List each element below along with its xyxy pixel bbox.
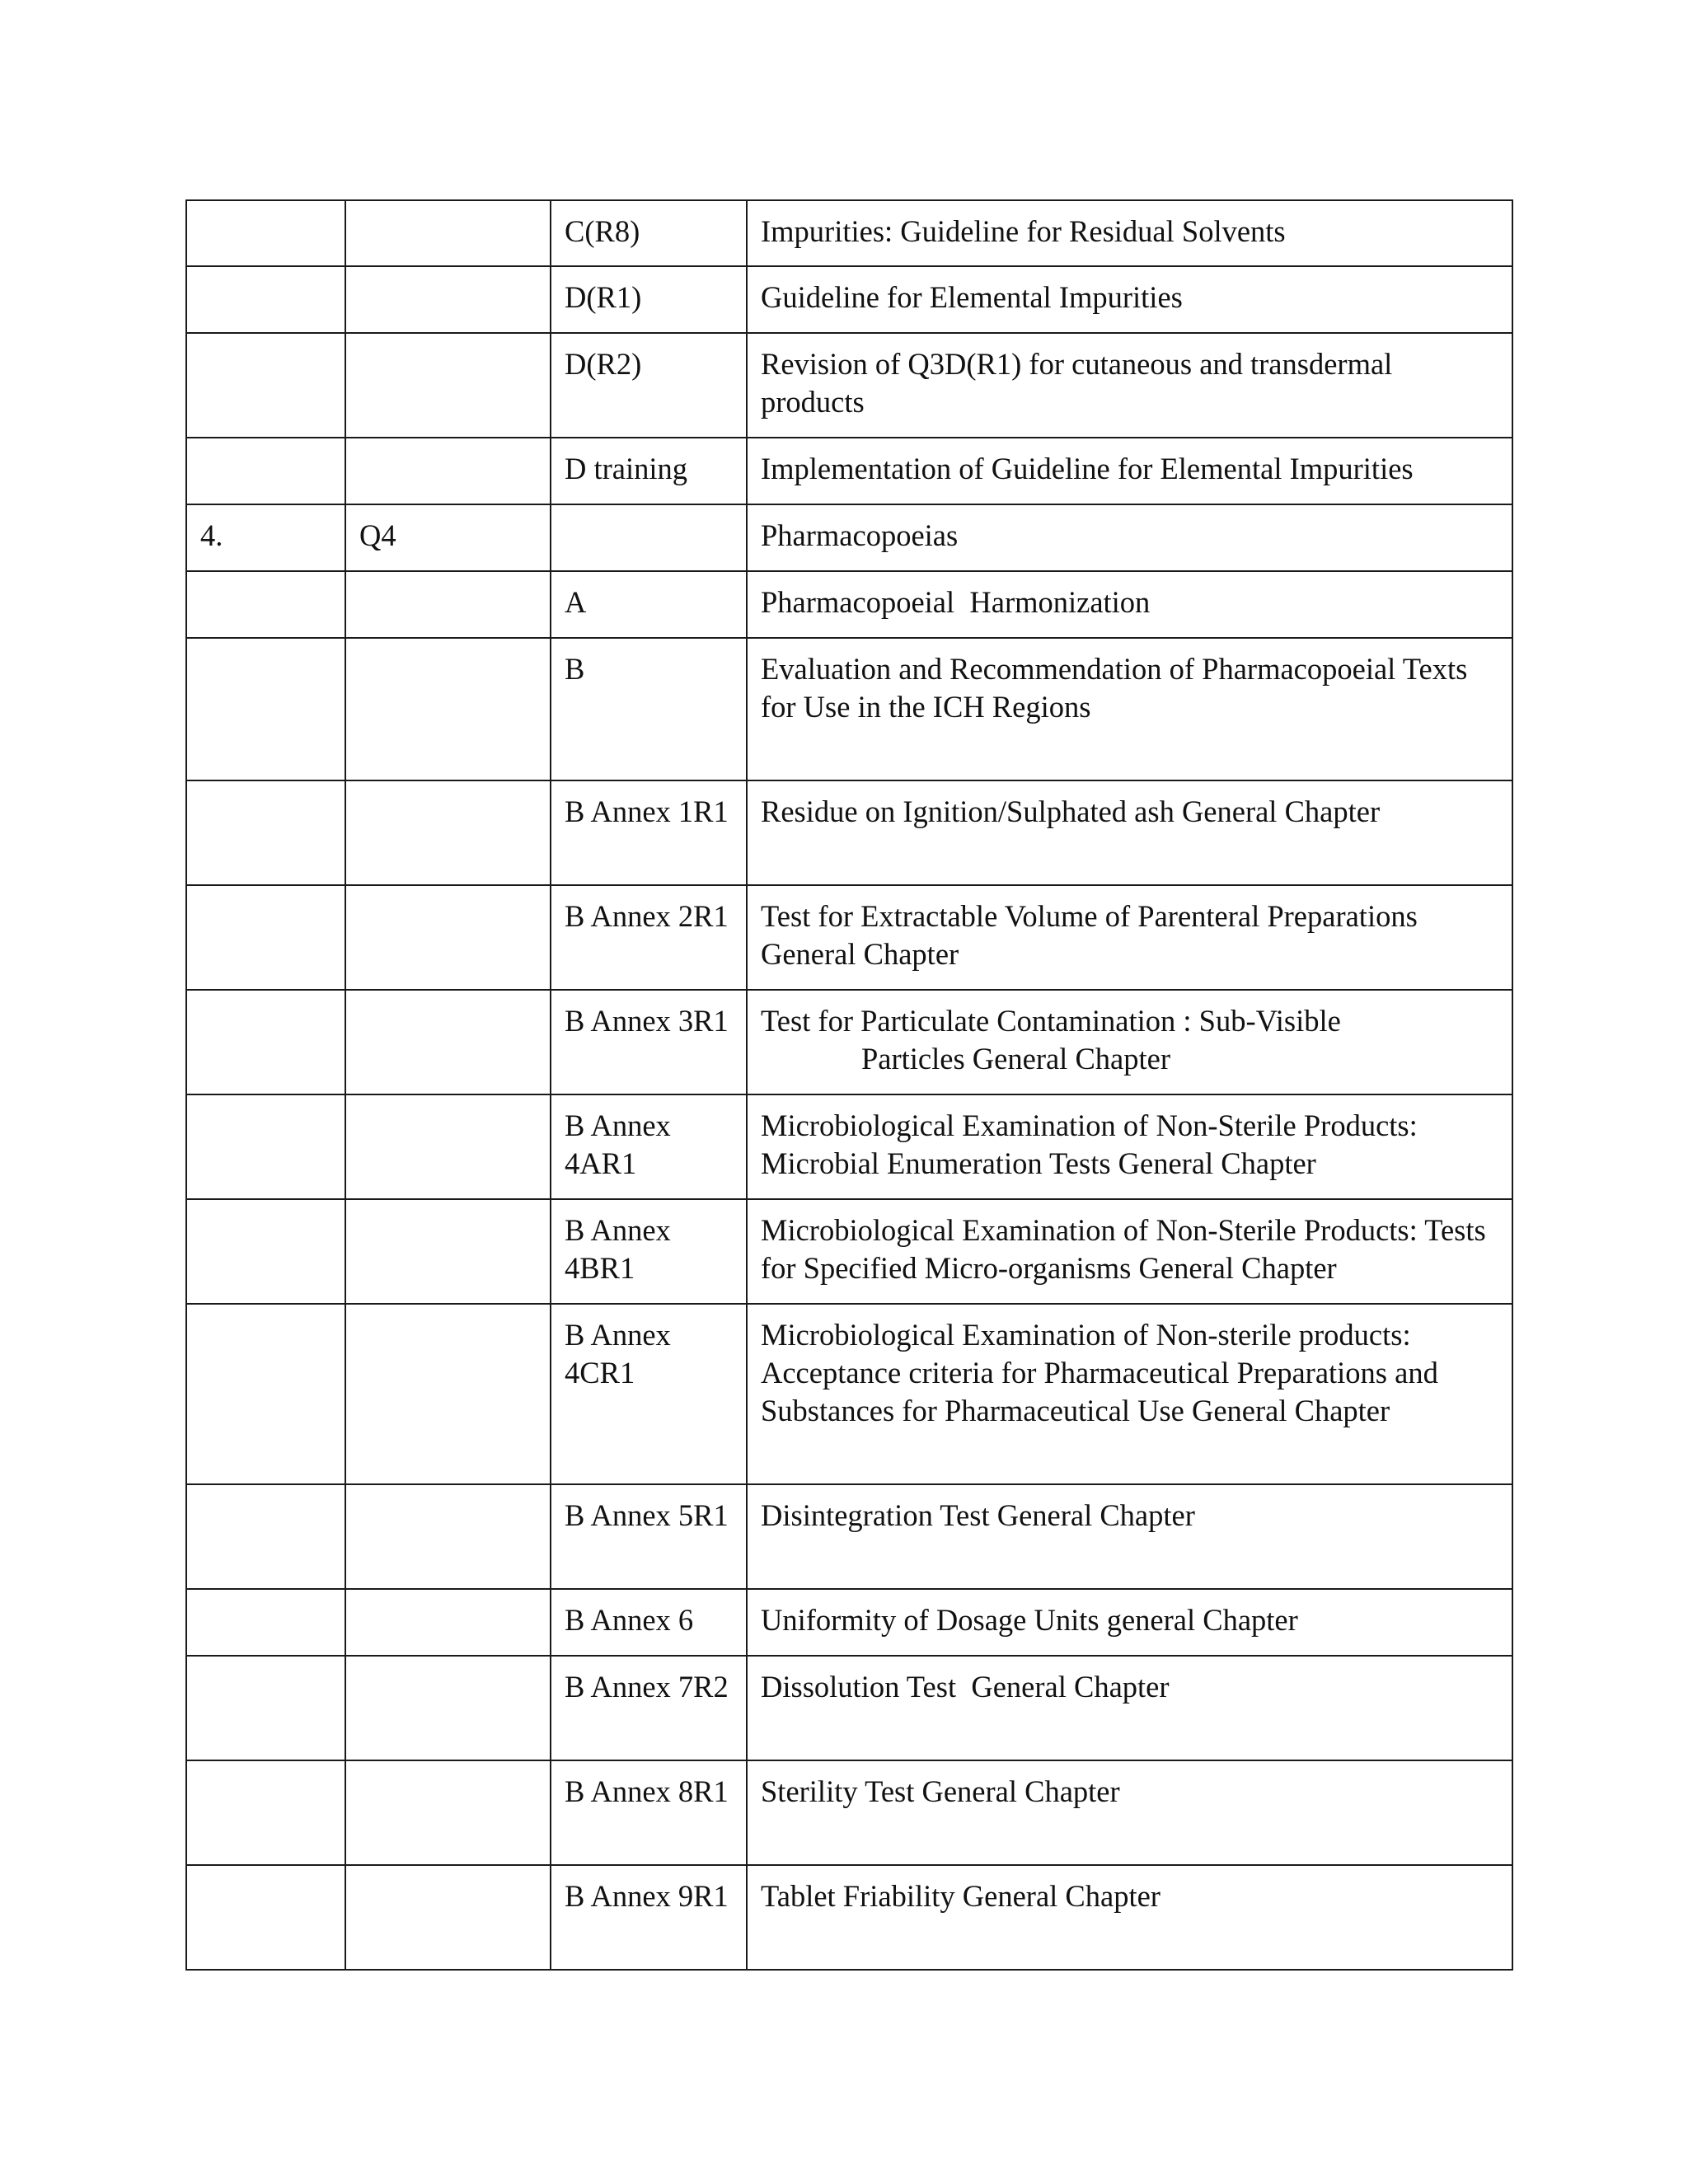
row-number-cell xyxy=(186,266,345,333)
row-number-cell xyxy=(186,571,345,638)
topic-code-cell xyxy=(345,1656,551,1760)
row-number-cell xyxy=(186,1656,345,1760)
table-row xyxy=(186,571,1512,638)
row-number-cell xyxy=(186,638,345,780)
table-row xyxy=(186,1760,1512,1865)
topic-code-cell xyxy=(345,333,551,438)
guideline-title-cell: Pharmacopoeias xyxy=(747,504,1512,571)
guideline-title-cell: Pharmacopoeial Harmonization xyxy=(747,571,1512,638)
guideline-code-cell: B xyxy=(551,638,747,780)
topic-code-cell xyxy=(345,1589,551,1656)
row-number-cell xyxy=(186,1484,345,1589)
guideline-code-cell: B Annex 5R1 xyxy=(551,1484,747,1589)
topic-code-cell xyxy=(345,1484,551,1589)
title-line: Test for Particulate Contamination : Sub-Visible xyxy=(761,1004,1341,1038)
table-row xyxy=(186,438,1512,504)
topic-code-cell xyxy=(345,266,551,333)
row-number-cell xyxy=(186,1865,345,1970)
guideline-title-cell xyxy=(747,990,1512,1094)
guideline-title-cell: Residue on Ignition/Sulphated ash General Chapter xyxy=(747,780,1512,885)
topic-code-cell xyxy=(345,1304,551,1484)
guideline-code-cell: B Annex 9R1 xyxy=(551,1865,747,1970)
row-number-cell xyxy=(186,780,345,885)
topic-code-cell xyxy=(345,780,551,885)
table-row xyxy=(186,1656,1512,1760)
guideline-title-cell: Impurities: Guideline for Residual Solvents xyxy=(747,200,1512,266)
table-row xyxy=(186,266,1512,333)
table-row xyxy=(186,1865,1512,1970)
row-number-cell xyxy=(186,1589,345,1656)
row-number-cell: 4. xyxy=(186,504,345,571)
row-number-cell xyxy=(186,200,345,266)
guideline-code-cell: B Annex 8R1 xyxy=(551,1760,747,1865)
guideline-title-cell: Test for Extractable Volume of Parenteral Preparations General Chapter xyxy=(747,885,1512,990)
topic-code-cell xyxy=(345,1865,551,1970)
guideline-code-cell: B Annex 7R2 xyxy=(551,1656,747,1760)
guideline-title-cell: Microbiological Examination of Non-sterile products: Acceptance criteria for Pharmaceutical Preparations and Substances for Pharmaceutical Use General Chapter xyxy=(747,1304,1512,1484)
guideline-title-cell: Microbiological Examination of Non-Sterile Products: Tests for Specified Micro-organisms General Chapter xyxy=(747,1199,1512,1304)
topic-code-cell xyxy=(345,1094,551,1199)
guideline-code-cell: A xyxy=(551,571,747,638)
guideline-title-cell: Uniformity of Dosage Units general Chapter xyxy=(747,1589,1512,1656)
guideline-code-cell: B Annex 3R1 xyxy=(551,990,747,1094)
table-row xyxy=(186,504,1512,571)
guideline-title-cell: Sterility Test General Chapter xyxy=(747,1760,1512,1865)
topic-code-cell xyxy=(345,1760,551,1865)
row-number-cell xyxy=(186,1760,345,1865)
table-row xyxy=(186,200,1512,266)
guideline-title-cell: Revision of Q3D(R1) for cutaneous and transdermal products xyxy=(747,333,1512,438)
row-number-cell xyxy=(186,1094,345,1199)
table-row xyxy=(186,1589,1512,1656)
guideline-title-cell: Dissolution Test General Chapter xyxy=(747,1656,1512,1760)
topic-code-cell xyxy=(345,990,551,1094)
topic-code-cell xyxy=(345,638,551,780)
guideline-code-cell: C(R8) xyxy=(551,200,747,266)
guideline-code-cell: D(R1) xyxy=(551,266,747,333)
table-row xyxy=(186,1484,1512,1589)
row-number-cell xyxy=(186,990,345,1094)
guideline-code-cell: B Annex 1R1 xyxy=(551,780,747,885)
row-number-cell xyxy=(186,1304,345,1484)
guideline-code-cell: D training xyxy=(551,438,747,504)
table-row xyxy=(186,1094,1512,1199)
guideline-code-cell: B Annex 4CR1 xyxy=(551,1304,747,1484)
row-number-cell xyxy=(186,438,345,504)
topic-code-cell xyxy=(345,885,551,990)
table-row xyxy=(186,885,1512,990)
topic-code-cell xyxy=(345,200,551,266)
guideline-code-cell xyxy=(551,504,747,571)
table-row xyxy=(186,1304,1512,1484)
table-row xyxy=(186,638,1512,780)
title-line-indented: Particles General Chapter xyxy=(861,1042,1170,1076)
table-row xyxy=(186,333,1512,438)
table-row xyxy=(186,780,1512,885)
topic-code-cell xyxy=(345,1199,551,1304)
topic-code-cell: Q4 xyxy=(345,504,551,571)
guideline-code-cell: D(R2) xyxy=(551,333,747,438)
row-number-cell xyxy=(186,885,345,990)
guideline-title-cell: Implementation of Guideline for Elemental Impurities xyxy=(747,438,1512,504)
guideline-table xyxy=(185,199,1513,1971)
topic-code-cell xyxy=(345,438,551,504)
guideline-title-cell: Guideline for Elemental Impurities xyxy=(747,266,1512,333)
guideline-title-cell: Evaluation and Recommendation of Pharmacopoeial Texts for Use in the ICH Regions xyxy=(747,638,1512,780)
row-number-cell xyxy=(186,333,345,438)
guideline-code-cell: B Annex 2R1 xyxy=(551,885,747,990)
table-row xyxy=(186,990,1512,1094)
table-row xyxy=(186,1199,1512,1304)
guideline-title-cell: Microbiological Examination of Non-Sterile Products: Microbial Enumeration Tests General Chapter xyxy=(747,1094,1512,1199)
guideline-title-cell: Disintegration Test General Chapter xyxy=(747,1484,1512,1589)
guideline-code-cell: B Annex 4BR1 xyxy=(551,1199,747,1304)
guideline-title-cell: Tablet Friability General Chapter xyxy=(747,1865,1512,1970)
guideline-code-cell: B Annex 4AR1 xyxy=(551,1094,747,1199)
topic-code-cell xyxy=(345,571,551,638)
guideline-code-cell: B Annex 6 xyxy=(551,1589,747,1656)
row-number-cell xyxy=(186,1199,345,1304)
